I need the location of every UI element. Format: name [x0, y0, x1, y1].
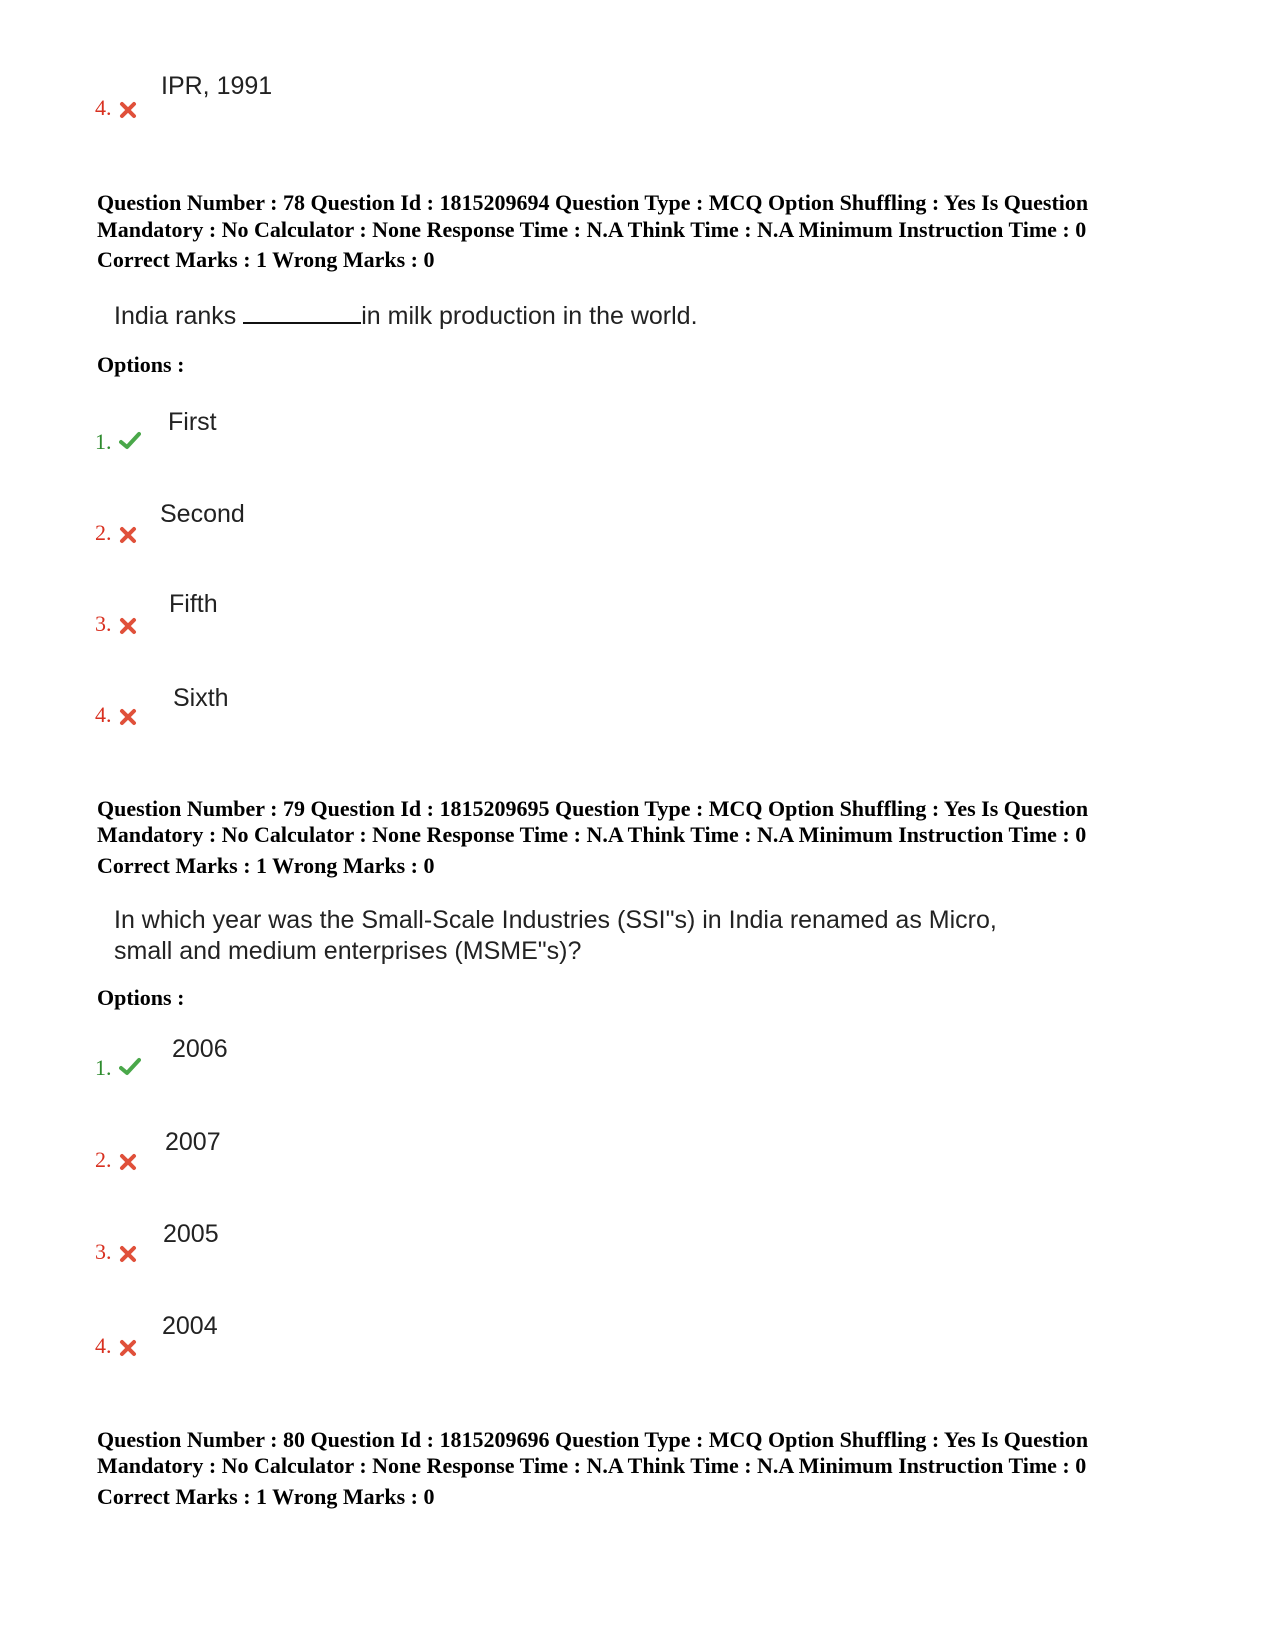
check-icon: [119, 1057, 141, 1077]
cross-icon: [117, 100, 139, 120]
cross-icon: [117, 707, 139, 727]
option-number: 1.: [95, 429, 112, 454]
question-meta-line1: Question Number : 80 Question Id : 1815209696 Question Type : MCQ Option Shuffling : Yes Is Question: [97, 1427, 1089, 1452]
option-text: Sixth: [173, 684, 229, 712]
options-label: Options :: [97, 985, 185, 1010]
options-label: Options :: [97, 352, 185, 377]
option-number: 2.: [95, 1147, 112, 1172]
option-text: First: [168, 408, 217, 436]
option-text: 2005: [163, 1220, 219, 1248]
question-text-before-blank: India ranks: [114, 302, 244, 330]
question-text: [114, 300, 698, 332]
check-icon: [119, 431, 141, 451]
cross-icon: [117, 525, 139, 545]
cross-icon: [117, 1244, 139, 1264]
question-marks: Correct Marks : 1 Wrong Marks : 0: [97, 1484, 435, 1509]
option-text: Fifth: [169, 590, 218, 618]
cross-icon: [117, 1152, 139, 1172]
question-meta-line1: Question Number : 79 Question Id : 1815209695 Question Type : MCQ Option Shuffling : Yes Is Question: [97, 796, 1089, 821]
question-text-line2: small and medium enterprises (MSME"s)?: [114, 937, 582, 965]
option-number: 4.: [95, 1333, 112, 1358]
fill-in-blank: [243, 300, 361, 324]
question-meta-line2: Mandatory : No Calculator : None Response Time : N.A Think Time : N.A Minimum Instruction Time : 0: [97, 217, 1087, 242]
question-marks: Correct Marks : 1 Wrong Marks : 0: [97, 247, 435, 272]
option-number: 4.: [95, 702, 112, 727]
question-marks: Correct Marks : 1 Wrong Marks : 0: [97, 853, 435, 878]
option-number: 3.: [95, 1239, 112, 1264]
option-number: 4.: [95, 95, 112, 120]
question-text-line1: In which year was the Small-Scale Industries (SSI"s) in India renamed as Micro,: [114, 906, 997, 934]
question-text-after-blank: in milk production in the world.: [361, 302, 698, 330]
question-meta-line2: Mandatory : No Calculator : None Response Time : N.A Think Time : N.A Minimum Instruction Time : 0: [97, 1453, 1087, 1478]
cross-icon: [117, 616, 139, 636]
cross-icon: [117, 1338, 139, 1358]
question-meta-line2: Mandatory : No Calculator : None Response Time : N.A Think Time : N.A Minimum Instruction Time : 0: [97, 822, 1087, 847]
option-number: 2.: [95, 520, 112, 545]
option-text: Second: [160, 500, 245, 528]
option-text: 2007: [165, 1128, 221, 1156]
option-text: 2006: [172, 1035, 228, 1063]
option-number: 1.: [95, 1055, 112, 1080]
option-text: IPR, 1991: [161, 72, 273, 100]
question-meta-line1: Question Number : 78 Question Id : 1815209694 Question Type : MCQ Option Shuffling : Yes Is Question: [97, 190, 1089, 215]
option-text: 2004: [162, 1312, 218, 1340]
option-number: 3.: [95, 611, 112, 636]
